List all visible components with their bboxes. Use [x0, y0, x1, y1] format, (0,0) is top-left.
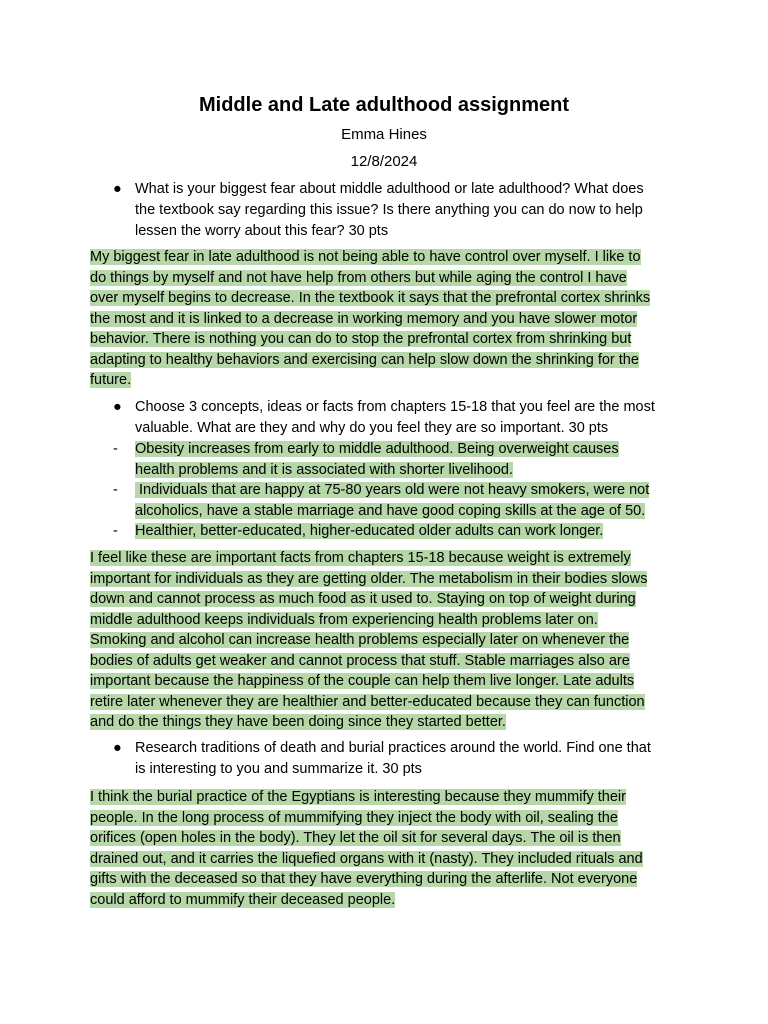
- answer-1-line: do things by myself and not have help from others but while aging the control I have: [90, 269, 627, 286]
- answer-1: [0, 247, 768, 391]
- facts-list: [0, 439, 768, 542]
- answer-2-line: I feel like these are important facts from chapters 15-18 because weight is extremely: [90, 550, 631, 566]
- question-1-item: [0, 179, 695, 242]
- question-2-line: valuable. What are they and why do you feel they are so important. 30 pts: [135, 420, 609, 436]
- fact-item: [0, 439, 695, 480]
- answer-1-line: adapting to healthy behaviors and exercising can help slow down the shrinking for the: [90, 351, 639, 368]
- answer-1-line: the most and it is linked to a decrease in working memory and you have slower motor: [90, 310, 638, 327]
- question-1: [0, 179, 768, 242]
- answer-3-paragraph: [0, 787, 690, 910]
- answer-1-line: over myself begins to decrease. In the textbook it says that the prefrontal cortex shrinks: [90, 290, 651, 306]
- bullet-icon: ●: [113, 399, 122, 415]
- question-1-line: lessen the worry about this fear? 30 pts: [135, 223, 389, 239]
- question-3-line: Research traditions of death and burial practices around the world. Find one that: [135, 740, 651, 756]
- answer-2-line: Smoking and alcohol can increase health problems especially later on whenever the: [90, 632, 630, 648]
- bullet-icon: ●: [113, 740, 122, 756]
- fact-item: [0, 521, 695, 542]
- answer-1-line: behavior. There is nothing you can do to stop the prefrontal cortex from shrinking but: [90, 331, 632, 347]
- answer-3-line: gifts with the deceased so that they have everything during the afterlife. Not everyone: [90, 871, 638, 887]
- answer-2-paragraph: [0, 548, 690, 733]
- answer-2: [0, 548, 768, 733]
- question-2-item: [0, 397, 695, 439]
- question-3-line: is interesting to you and summarize it. 30 pts: [135, 761, 422, 777]
- answer-2-line: and do the things they have been doing since they started better.: [90, 714, 506, 730]
- answer-3-line: people. In the long process of mummifying they inject the body with oil, sealing the: [90, 809, 618, 826]
- dash-marker: -: [113, 482, 118, 498]
- answer-3-line: drained out, and it carries the liquefied organs with it (nasty). They included rituals and: [90, 850, 643, 867]
- question-2: [0, 397, 768, 439]
- question-3: [0, 738, 768, 780]
- question-2-line: Choose 3 concepts, ideas or facts from chapters 15-18 that you feel are the most: [135, 399, 655, 415]
- dash-marker: -: [113, 441, 118, 457]
- answer-3-line: orifices (open holes in the body). They let the oil sit for several days. The oil is then: [90, 830, 621, 846]
- answer-2-line: important for individuals as they are getting older. The metabolism in their bodies slows: [90, 570, 648, 587]
- fact-line: alcoholics, have a stable marriage and have good coping skills at the age of 50.: [135, 502, 646, 519]
- fact-line: Obesity increases from early to middle adulthood. Being overweight causes: [135, 441, 619, 457]
- question-3-item: [0, 738, 695, 780]
- answer-2-line: important because the happiness of the couple can help them live longer. Late adults: [90, 673, 635, 689]
- fact-line: Individuals that are happy at 75-80 years old were not heavy smokers, were not: [135, 482, 650, 498]
- question-1-line: What is your biggest fear about middle adulthood or late adulthood? What does: [135, 181, 644, 197]
- answer-3-line: I think the burial practice of the Egyptians is interesting because they mummify their: [90, 789, 626, 805]
- answer-1-line: My biggest fear in late adulthood is not being able to have control over myself. I like to: [90, 249, 641, 265]
- document-title: Middle and Late adulthood assignment: [198, 94, 570, 116]
- answer-3-line: could afford to mummify their deceased people.: [90, 891, 396, 908]
- answer-1-line: future.: [90, 372, 132, 388]
- dash-marker: -: [113, 523, 118, 539]
- answer-2-line: retire later whenever they are healthier and better-educated because they can function: [90, 693, 645, 710]
- document-date: 12/8/2024: [350, 153, 418, 170]
- answer-2-line: down and cannot process as much food as it used to. Staying on top of weight during: [90, 591, 636, 607]
- answer-3: [0, 787, 768, 910]
- answer-2-line: bodies of adults get weaker and cannot process that stuff. Stable marriages also are: [90, 652, 630, 669]
- bullet-icon: ●: [113, 181, 122, 197]
- fact-line: health problems and it is associated with shorter livelihood.: [135, 461, 514, 478]
- fact-line: Healthier, better-educated, higher-educated older adults can work longer.: [135, 523, 604, 539]
- question-1-line: the textbook say regarding this issue? Is there anything you can do now to help: [135, 202, 643, 218]
- fact-item: [0, 480, 695, 521]
- author-name: Emma Hines: [341, 126, 427, 143]
- answer-2-line: middle adulthood keeps individuals from experiencing health problems later on.: [90, 611, 598, 628]
- answer-1-paragraph: [0, 247, 690, 391]
